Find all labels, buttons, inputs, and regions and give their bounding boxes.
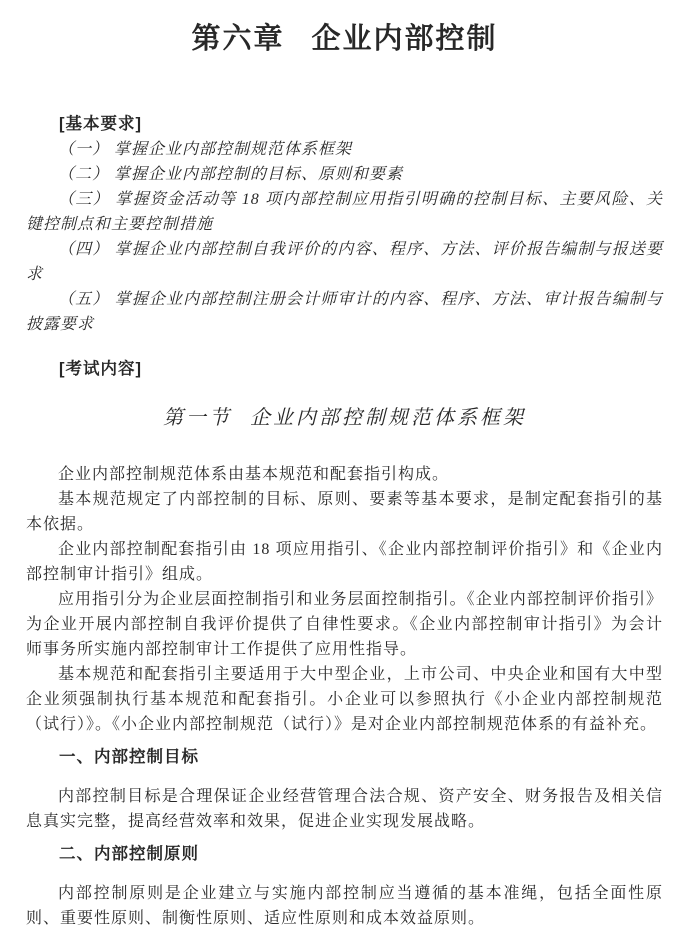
subsection-heading-1: 一、内部控制目标 — [59, 748, 199, 766]
chapter-name: 企业内部控制 — [311, 23, 498, 55]
requirement-item-1: （一） 掌握企业内部控制规范体系框架 — [58, 141, 353, 158]
basic-requirements-heading: [基本要求] — [59, 115, 142, 133]
paragraph-5: 基本规范和配套指引主要适用于大中型企业，上市公司、中央企业和国有大中型企业须强制执行基本规范和配套指引。小企业可以参照执行《小企业内部控制规范（试行）》。《小企业内部控制规范（试行）》是对企业内部控制规范体系的有益补充。 — [26, 666, 663, 733]
subsection-heading-2: 二、内部控制原则 — [59, 845, 199, 863]
requirement-item-2: （二） 掌握企业内部控制的目标、原则和要素 — [58, 166, 404, 183]
requirement-item-3: （三） 掌握资金活动等 18 项内部控制应用指引明确的控制目标、主要风险、关键控制点和主要控制措施 — [26, 191, 663, 233]
paragraph-3: 企业内部控制配套指引由 18 项应用指引、《企业内部控制评价指引》和《企业内部控制审计指引》组成。 — [26, 541, 663, 583]
paragraph-4: 应用指引分为企业层面控制指引和业务层面控制指引。《企业内部控制评价指引》为企业开展内部控制自我评价提供了自律性要求。《企业内部控制审计指引》为会计师事务所实施内部控制审计工作提供了应用性指导。 — [26, 591, 663, 658]
subsection-2-paragraph: 内部控制原则是企业建立与实施内部控制应当遵循的基本准绳，包括全面性原则、重要性原则、制衡性原则、适应性原则和成本效益原则。 — [26, 885, 663, 927]
paragraph-2: 基本规范规定了内部控制的目标、原则、要素等基本要求，是制定配套指引的基本依据。 — [26, 491, 663, 533]
chapter-number: 第六章 — [191, 23, 285, 55]
exam-content-heading: [考试内容] — [59, 360, 142, 378]
section-number: 第一节 — [163, 407, 232, 429]
requirement-item-4: （四） 掌握企业内部控制自我评价的内容、程序、方法、评价报告编制与报送要求 — [26, 241, 663, 283]
section-name: 企业内部控制规范体系框架 — [250, 407, 526, 429]
chapter-heading — [26, 20, 663, 58]
section-heading — [26, 404, 663, 432]
paragraph-1: 企业内部控制规范体系由基本规范和配套指引构成。 — [58, 466, 450, 483]
subsection-1-paragraph: 内部控制目标是合理保证企业经营管理合法合规、资产安全、财务报告及相关信息真实完整，提高经营效率和效果，促进企业实现发展战略。 — [26, 788, 663, 830]
requirement-item-5: （五） 掌握企业内部控制注册会计师审计的内容、程序、方法、审计报告编制与披露要求 — [26, 291, 663, 333]
basic-requirements-section — [26, 112, 663, 337]
